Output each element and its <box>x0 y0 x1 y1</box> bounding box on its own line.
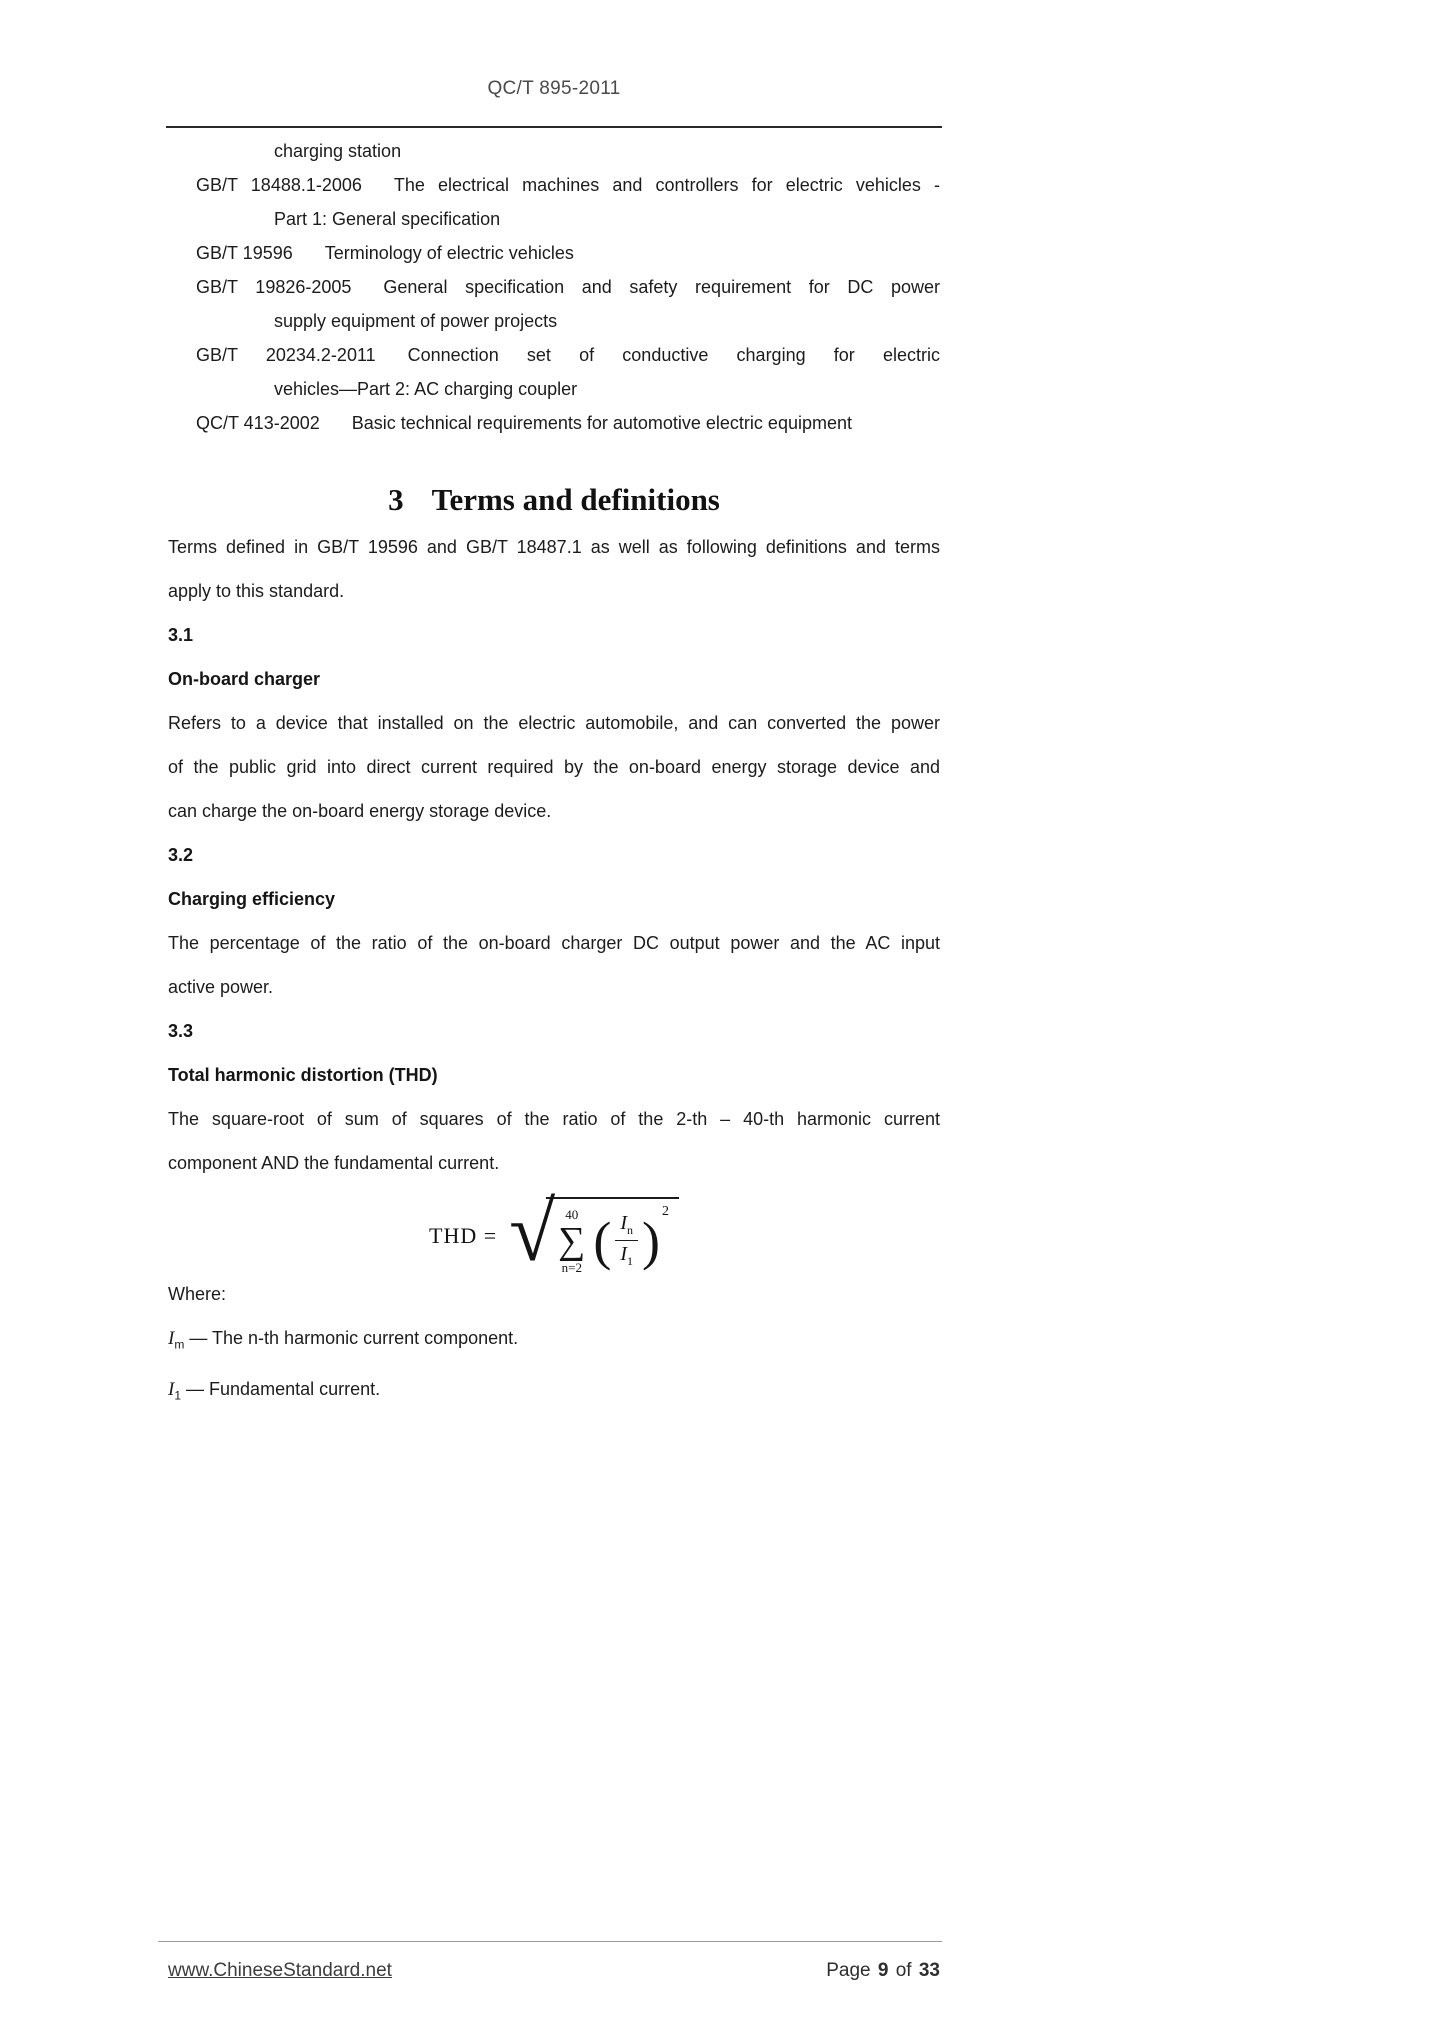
reference-continuation: Part 1: General specification <box>274 209 501 229</box>
symbol-I: I <box>168 1378 175 1400</box>
formula-lhs: THD = <box>429 1223 498 1248</box>
reference-continuation: vehicles—Part 2: AC charging coupler <box>274 379 578 399</box>
reference-text: General specification and safety requirement for DC power <box>383 277 940 297</box>
open-paren: ( <box>593 1210 612 1271</box>
page-total: 33 <box>918 1960 940 1981</box>
summation <box>558 1208 585 1274</box>
header-divider <box>166 126 942 128</box>
term-title: Total harmonic distortion (THD) <box>168 1065 438 1085</box>
reference-text: Terminology of electric vehicles <box>324 243 574 263</box>
footer-divider <box>158 1941 942 1942</box>
where-item-text: — The n-th harmonic current component. <box>189 1328 519 1348</box>
symbol-subscript: 1 <box>174 1388 182 1403</box>
where-item <box>168 1316 940 1367</box>
website-link[interactable]: www.ChineseStandard.net <box>168 1960 392 1981</box>
paragraph-line: The square-root of sum of squares of the ratio of the 2-th – 40-th harmonic current <box>168 1109 940 1129</box>
symbol-subscript: 1 <box>627 1254 633 1268</box>
paragraph-line: Terms defined in GB/T 19596 and GB/T 18487.1 as well as following definitions and terms <box>168 537 940 557</box>
paragraph-line: of the public grid into direct current required by the on-board energy storage device and <box>168 757 940 777</box>
paragraph-line: component AND the fundamental current. <box>168 1153 500 1173</box>
page-word: Page <box>826 1960 871 1981</box>
header-title: QC/T 895-2011 <box>487 78 621 99</box>
references-list <box>168 134 940 440</box>
reference-text: Basic technical requirements for automotive electric equipment <box>351 413 852 433</box>
term-number: 3.1 <box>168 625 194 645</box>
reference-code: QC/T 413-2002 <box>196 413 320 433</box>
where-section <box>168 1272 940 1417</box>
term-number: 3.2 <box>168 845 194 865</box>
reference-continuation: charging station <box>274 141 402 161</box>
section-number: 3 <box>388 482 404 517</box>
where-item-text: — Fundamental current. <box>186 1378 381 1399</box>
reference-code: GB/T 20234.2-2011 <box>196 345 376 365</box>
exponent: 2 <box>661 1203 669 1219</box>
symbol-I: I <box>620 1212 627 1234</box>
fraction <box>615 1212 638 1269</box>
terms-body <box>168 525 940 1185</box>
square-root <box>509 1185 679 1279</box>
paragraph-line: apply to this standard. <box>168 581 345 601</box>
paragraph-line: active power. <box>168 977 274 997</box>
paragraph-line: can charge the on-board energy storage device. <box>168 801 552 821</box>
reference-code: GB/T 18488.1-2006 <box>196 175 362 195</box>
symbol-subscript: n <box>627 1223 633 1237</box>
reference-code: GB/T 19826-2005 <box>196 277 352 297</box>
fraction-numerator <box>615 1212 638 1241</box>
paragraph-line: The percentage of the ratio of the on-board charger DC output power and the AC input <box>168 933 940 953</box>
symbol-subscript: m <box>174 1337 185 1352</box>
page-indicator <box>824 1960 940 1982</box>
section-heading <box>168 482 940 518</box>
reference-item <box>196 236 940 270</box>
where-label: Where: <box>168 1284 227 1304</box>
summation-upper-limit: 40 <box>565 1206 579 1222</box>
section-title: Terms and definitions <box>431 482 720 517</box>
page-number: 9 <box>877 1960 889 1981</box>
of-word: of <box>895 1960 912 1981</box>
thd-formula <box>168 1185 940 1284</box>
term-number: 3.3 <box>168 1021 194 1041</box>
reference-text: Connection set of conductive charging for electric <box>407 345 940 365</box>
paragraph-line: Refers to a device that installed on the electric automobile, and can converted the power <box>168 713 940 733</box>
close-paren: ) <box>642 1210 660 1271</box>
reference-item <box>196 338 940 372</box>
where-item <box>168 1367 940 1418</box>
reference-item <box>196 270 940 304</box>
reference-item <box>196 406 940 440</box>
term-title: On-board charger <box>168 669 321 689</box>
radical-sign-icon: √ <box>509 1185 556 1279</box>
fraction-denominator <box>620 1241 633 1269</box>
reference-item <box>196 168 940 202</box>
reference-continuation: supply equipment of power projects <box>274 311 558 331</box>
symbol-I: I <box>620 1243 627 1265</box>
term-title: Charging efficiency <box>168 889 336 909</box>
sigma-icon: ∑ <box>558 1219 586 1262</box>
summation-lower-limit: n=2 <box>561 1259 582 1275</box>
reference-text: The electrical machines and controllers for electric vehicles - <box>393 175 941 195</box>
radicand <box>546 1197 679 1276</box>
symbol-I: I <box>168 1328 175 1349</box>
reference-code: GB/T 19596 <box>196 243 293 263</box>
footer <box>168 1960 940 1982</box>
